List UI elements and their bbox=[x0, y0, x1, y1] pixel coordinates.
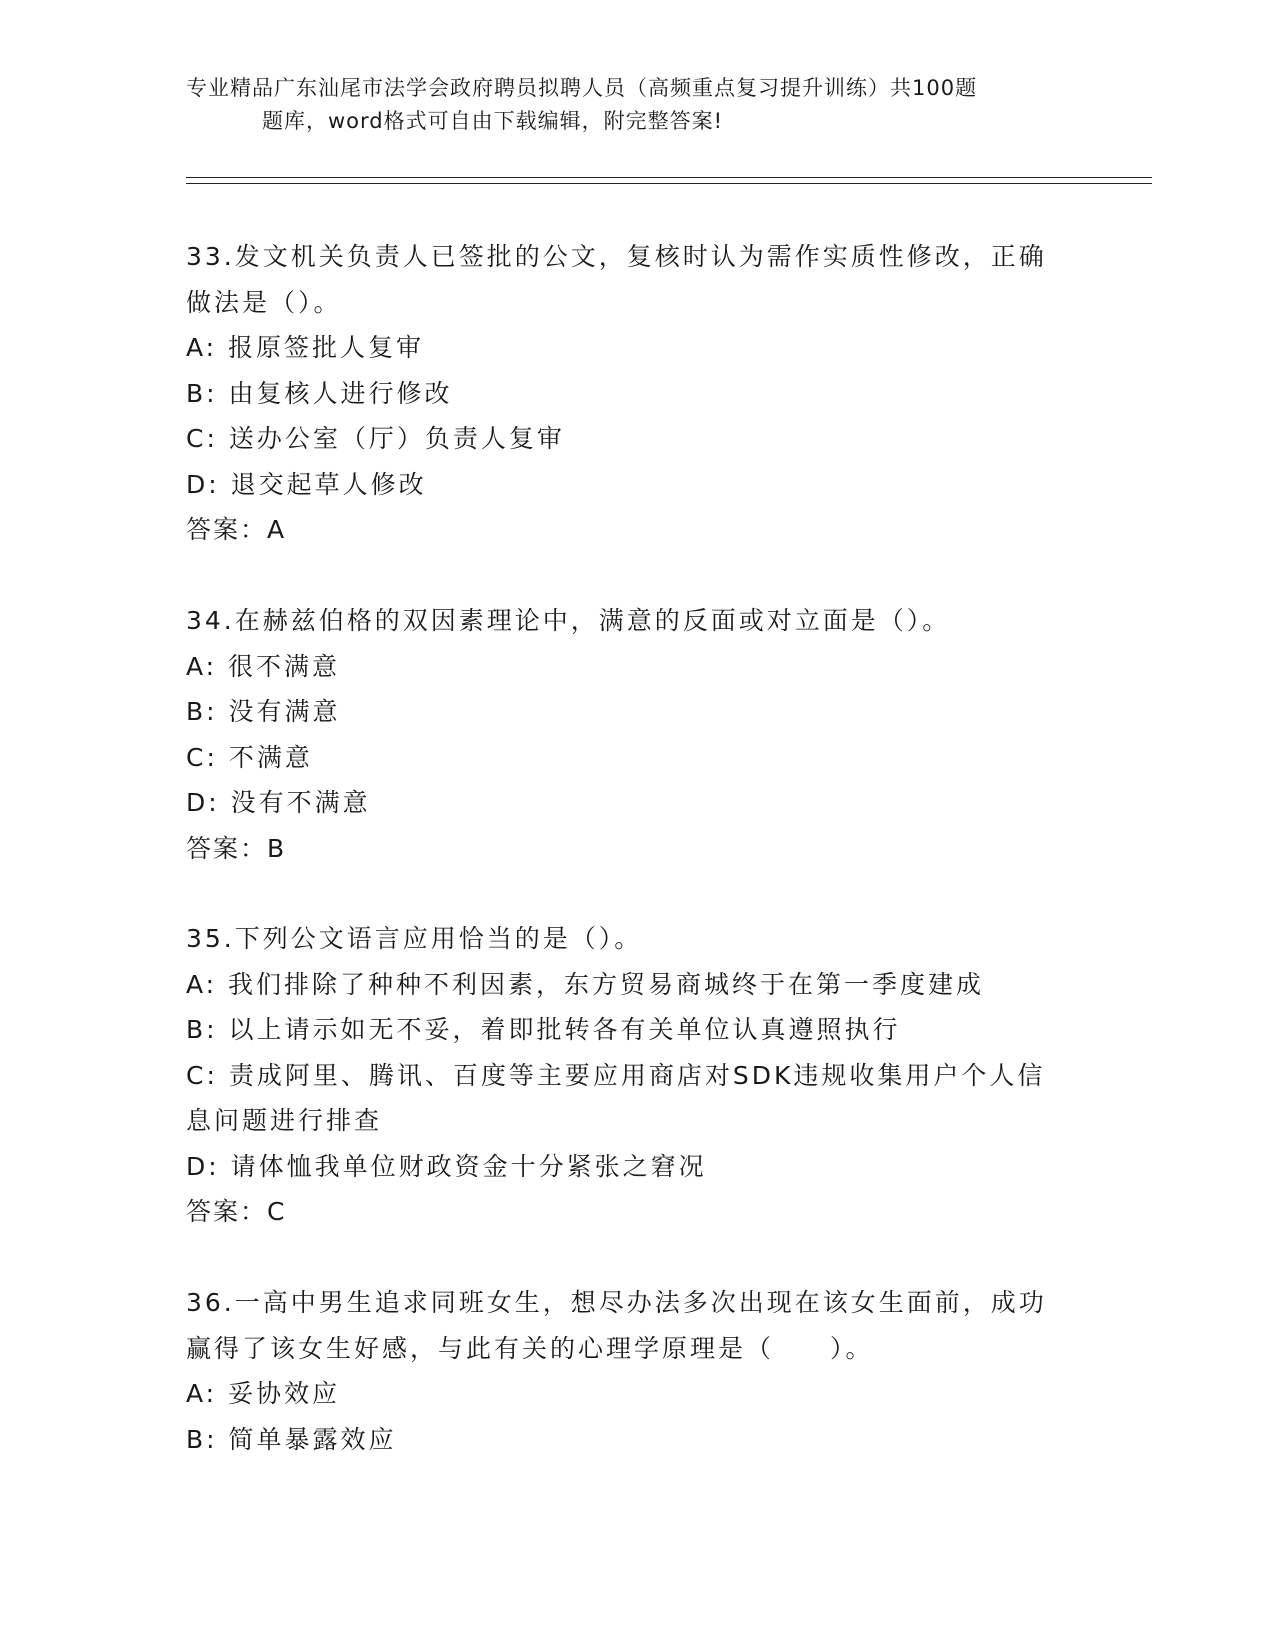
option-d: D: 退交起草人修改 bbox=[186, 469, 427, 499]
option-a: A: 我们排除了种种不利因素，东方贸易商城终于在第一季度建成 bbox=[186, 969, 985, 999]
question-stem-line: 36.一高中男生追求同班女生，想尽办法多次出现在该女生面前，成功 bbox=[186, 1288, 1047, 1317]
question-stem-line: 赢得了该女生好感，与此有关的心理学原理是（ ）。 bbox=[186, 1333, 874, 1363]
option-b: B: 简单暴露效应 bbox=[186, 1424, 397, 1454]
option-a: A: 妥协效应 bbox=[186, 1379, 341, 1408]
option-b: B: 没有满意 bbox=[186, 697, 341, 726]
option-c: C: 责成阿里、腾讯、百度等主要应用商店对SDK违规收集用户个人信 bbox=[186, 1060, 1046, 1090]
header-rule-top bbox=[186, 177, 1152, 178]
question-stem-line: 34.在赫兹伯格的双因素理论中，满意的反面或对立面是（）。 bbox=[186, 606, 951, 635]
option-c: C: 送办公室（厅）负责人复审 bbox=[186, 424, 565, 453]
answer: 答案：B bbox=[186, 833, 287, 863]
option-d: D: 没有不满意 bbox=[186, 788, 371, 817]
answer: 答案：A bbox=[186, 515, 287, 544]
question-36 bbox=[186, 1280, 1086, 1462]
question-stem-line: 做法是（）。 bbox=[186, 287, 342, 317]
header-line-1: 专业精品广东汕尾市法学会政府聘员拟聘人员（高频重点复习提升训练）共100题 bbox=[186, 76, 978, 100]
option-d: D: 请体恤我单位财政资金十分紧张之窘况 bbox=[186, 1151, 707, 1181]
option-b: B: 以上请示如无不妥，着即批转各有关单位认真遵照执行 bbox=[186, 1015, 901, 1044]
option-c: C: 不满意 bbox=[186, 742, 313, 772]
option-b: B: 由复核人进行修改 bbox=[186, 378, 453, 408]
option-c-continued: 息问题进行排查 bbox=[186, 1106, 383, 1135]
question-35 bbox=[186, 916, 1086, 1235]
document-header bbox=[186, 72, 1086, 138]
option-a: A: 报原签批人复审 bbox=[186, 333, 425, 362]
question-stem-line: 33.发文机关负责人已签批的公文，复核时认为需作实质性修改，正确 bbox=[186, 242, 1047, 271]
option-a: A: 很不满意 bbox=[186, 651, 341, 681]
header-rule-bottom bbox=[186, 183, 1152, 184]
question-33 bbox=[186, 234, 1086, 553]
header-line-2: 题库，word格式可自由下载编辑，附完整答案! bbox=[262, 109, 724, 133]
question-stem-line: 35.下列公文语言应用恰当的是（）。 bbox=[186, 924, 643, 953]
answer: 答案：C bbox=[186, 1197, 287, 1226]
question-34 bbox=[186, 598, 1086, 871]
